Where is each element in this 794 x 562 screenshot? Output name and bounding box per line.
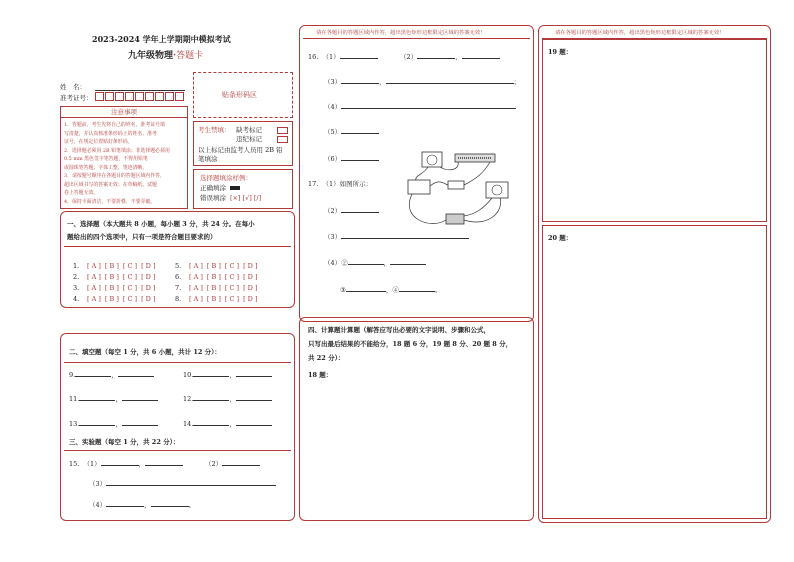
option-bubble[interactable]: [ B ] — [104, 273, 119, 281]
option-bubble[interactable]: [ A ] — [189, 284, 203, 292]
absent-note: 以上标记由监考人员用 2B 铅 — [198, 146, 283, 154]
q16-p4-row: （4） — [324, 103, 516, 111]
q17-p4-row: （4）② ， — [324, 259, 426, 267]
wrong-fill-label: 错误填涂 — [200, 194, 226, 202]
section1-title: 一、选择题（本大题共 8 小题，每小题 3 分，共 24 分。在每小 — [67, 220, 255, 228]
option-bubble[interactable]: [ C ] — [122, 273, 138, 281]
option-bubble[interactable]: [ D ] — [243, 262, 258, 270]
notice-item: 或圆珠笔答题；字体工整、笔迹清晰。 — [64, 164, 148, 171]
section1-divider — [64, 246, 291, 247]
q17-p4-cont-row: ③ ，④ 。 — [340, 286, 442, 294]
q13-row: 13. ， — [69, 420, 158, 428]
notice-title: 注意事项 — [61, 107, 187, 118]
option-bubble[interactable]: [ B ] — [206, 295, 221, 303]
option-bubble[interactable]: [ B ] — [206, 262, 221, 270]
choice-row — [73, 262, 156, 270]
option-bubble[interactable]: [ A ] — [87, 284, 101, 292]
notice-box — [60, 106, 188, 209]
q16-p3-row: （3） ， ； — [324, 78, 521, 86]
q17-p3-row: （3） — [324, 233, 469, 241]
section3-divider — [64, 450, 291, 451]
q10-row: 10. ， — [183, 371, 272, 379]
subject-title: 九年级物理·答题卡 — [128, 51, 204, 61]
id-digit-box[interactable] — [125, 92, 134, 101]
q16-p1-row: 16. （1） — [308, 53, 378, 61]
question-number: 4. — [73, 295, 80, 303]
q15-p4-row: （4） ， 。 — [89, 501, 196, 509]
section3-title: 三、实验题（每空 1 分，共 22 分）： — [69, 438, 180, 446]
q16-p6-row: （6） — [324, 155, 379, 163]
section-fill-exp-panel — [60, 333, 295, 521]
option-bubble[interactable]: [ B ] — [104, 284, 119, 292]
id-label: 准考证号： — [60, 94, 93, 102]
violation-mark-label: 违纪标记 — [236, 135, 262, 143]
question-number: 7. — [175, 284, 182, 292]
choice-row — [73, 273, 156, 281]
col2-divider — [303, 38, 530, 39]
id-digit-box[interactable] — [135, 92, 144, 101]
section4-title: 四、计算题计算题（解答应写出必要的文字说明、步骤和公式， — [308, 326, 490, 334]
q15-p1-row: 15. （1） ， — [69, 460, 183, 468]
name-label: 姓 名： — [60, 83, 86, 91]
q18-label: 18 题： — [308, 371, 333, 379]
notice-list — [61, 118, 187, 209]
voltmeter-icon — [486, 182, 508, 198]
violation-checkbox[interactable] — [277, 136, 288, 143]
q11-row: 11. ， — [69, 395, 158, 403]
notice-item: 证号，在规定位置贴好条形码。 — [64, 139, 133, 145]
section-calc-panel — [299, 317, 534, 521]
id-digit-box[interactable] — [145, 92, 154, 101]
q15-p3-row: （3） — [89, 480, 276, 488]
id-number-boxes[interactable] — [95, 92, 185, 101]
choice-row — [175, 273, 258, 281]
section2-title: 二、填空题（每空 1 分，共 6 小题，共计 12 分）： — [69, 348, 221, 356]
question-number: 5. — [175, 262, 182, 270]
notice-item: 0.5 mm 黑色签字笔答题，不得用铅笔 — [64, 156, 148, 162]
option-bubble[interactable]: [ A ] — [189, 262, 203, 270]
fill-example-title: 选择题填涂样例： — [200, 174, 252, 182]
q16-p2-row: （2） ， — [400, 53, 500, 61]
option-bubble[interactable]: [ C ] — [122, 284, 138, 292]
choice-row — [175, 262, 258, 270]
correct-fill-label: 正确填涂 — [200, 184, 226, 192]
option-bubble[interactable]: [ D ] — [243, 295, 258, 303]
q17-p1-row: 17. （1）如图所示： — [308, 180, 373, 188]
option-bubble[interactable]: [ A ] — [87, 262, 101, 270]
question-number: 3. — [73, 284, 80, 292]
question-number: 2. — [73, 273, 80, 281]
section-choice-panel — [60, 211, 295, 308]
choice-row — [175, 284, 258, 292]
warning-banner: 请在各题目的答题区域内作答，超出黑色矩形边框限定区域的答案无效！ — [316, 30, 486, 36]
q19-answer-area[interactable] — [542, 39, 767, 222]
barcode-area — [193, 72, 293, 118]
col3-panel — [538, 25, 771, 523]
notice-item: 3．请按题号顺序在各题目的答题区域内作答， — [64, 173, 165, 179]
absent-box — [193, 121, 293, 166]
option-bubble[interactable]: [ C ] — [122, 295, 138, 303]
option-bubble[interactable]: [ A ] — [189, 273, 203, 281]
resistor-icon — [446, 214, 464, 224]
section1-title-2: 题给出的四个选项中，只有一项是符合题目要求的） — [67, 233, 217, 241]
q14-row: 14. ， — [183, 420, 272, 428]
q12-row: 12. ， — [183, 395, 272, 403]
notice-item: 卷上答题无效。 — [64, 190, 99, 196]
option-bubble[interactable]: [ C ] — [122, 262, 138, 270]
option-bubble[interactable]: [ D ] — [141, 273, 156, 281]
warning-banner-2: 请在各题目的答题区域内作答，超出黑色矩形边框限定区域的答案无效！ — [555, 30, 725, 36]
option-bubble[interactable]: [ B ] — [206, 284, 221, 292]
section4-title-2: 只写出最后结果的不能给分，18 题 6 分，19 题 8 分、20 题 8 分， — [308, 340, 513, 348]
question-number: 8. — [175, 295, 182, 303]
absent-label: 考生禁填： — [198, 126, 231, 134]
exam-title: 2023-2024 学年上学期期中模拟考试 — [92, 34, 231, 44]
q19-label: 19 题： — [548, 48, 573, 56]
col2-panel-top — [299, 25, 534, 322]
option-bubble[interactable]: [ D ] — [141, 262, 156, 270]
q18-answer-area[interactable] — [303, 382, 530, 516]
absent-mark-label: 缺考标记 — [236, 126, 262, 134]
q16-p5-row: （5） — [324, 128, 379, 136]
name-field[interactable] — [95, 90, 185, 91]
option-bubble[interactable]: [ D ] — [243, 273, 258, 281]
option-bubble[interactable]: [ C ] — [224, 262, 240, 270]
section2-divider — [64, 362, 291, 363]
option-bubble[interactable]: [ C ] — [224, 273, 240, 281]
notice-item: 4．保持卡面清洁，不要折叠、不要弄破。 — [64, 198, 156, 205]
option-bubble[interactable]: [ B ] — [104, 295, 119, 303]
battery-icon — [408, 180, 430, 194]
option-bubble[interactable]: [ C ] — [224, 284, 240, 292]
q9-row: 9. ， — [69, 371, 154, 379]
option-bubble[interactable]: [ D ] — [141, 295, 156, 303]
id-digit-box[interactable] — [175, 92, 184, 101]
barcode-label: 贴条形码区 — [222, 91, 257, 99]
correct-fill-sample — [230, 186, 240, 190]
choice-row — [73, 295, 156, 303]
notice-item: 2．选择题必须用 2B 铅笔填涂；非选择题必须用 — [64, 147, 170, 154]
wrong-fill-samples: [×] [√] [/] — [230, 194, 262, 202]
choice-row — [73, 284, 156, 292]
option-bubble[interactable]: [ D ] — [141, 284, 156, 292]
choice-row — [175, 295, 258, 303]
question-number: 1. — [73, 262, 80, 270]
absent-checkbox[interactable] — [277, 127, 288, 134]
option-bubble[interactable]: [ C ] — [224, 295, 240, 303]
option-bubble[interactable]: [ A ] — [189, 295, 203, 303]
option-bubble[interactable]: [ A ] — [87, 273, 101, 281]
id-digit-box[interactable] — [105, 92, 114, 101]
id-digit-box[interactable] — [95, 92, 104, 101]
fill-example-box — [193, 169, 293, 209]
id-digit-box[interactable] — [165, 92, 174, 101]
option-bubble[interactable]: [ D ] — [243, 284, 258, 292]
circuit-diagram — [400, 148, 518, 238]
notice-item: 超出区域书写的答案无效；在草稿纸、试题 — [64, 181, 157, 188]
q15-p2-row: （2） — [205, 460, 260, 468]
q20-answer-area[interactable] — [542, 225, 767, 519]
q17-p2-row: （2） — [324, 207, 379, 215]
switch-icon — [448, 181, 464, 189]
id-digit-box[interactable] — [155, 92, 164, 101]
section4-title-3: 共 22 分）： — [308, 354, 345, 362]
option-bubble[interactable]: [ B ] — [104, 262, 119, 270]
id-digit-box[interactable] — [115, 92, 124, 101]
question-number: 6. — [175, 273, 182, 281]
notice-item: 1．答题前，考生先将自己的姓名，准考证号填 — [64, 122, 165, 128]
option-bubble[interactable]: [ B ] — [206, 273, 221, 281]
absent-note-2: 笔填涂 — [198, 155, 218, 163]
q20-label: 20 题： — [548, 234, 573, 242]
notice-item: 写清楚，并认真核准条形码上的姓名、准考 — [64, 130, 157, 137]
option-bubble[interactable]: [ A ] — [87, 295, 101, 303]
